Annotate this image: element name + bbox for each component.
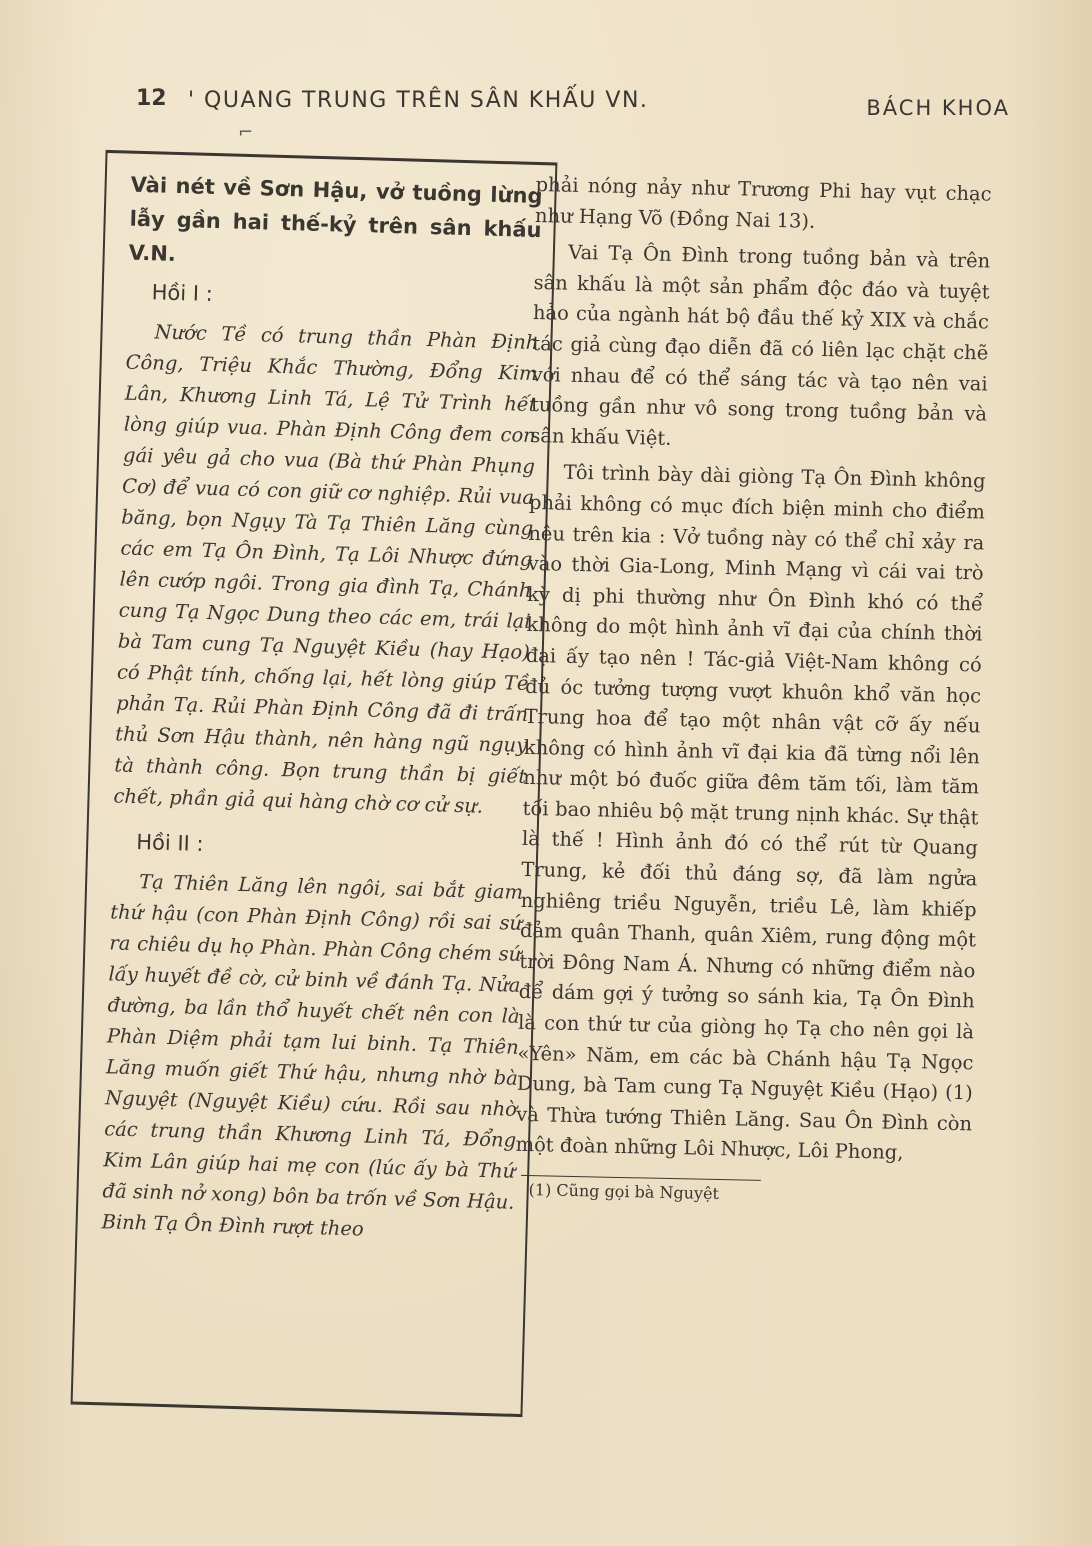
article-column	[514, 170, 991, 1208]
article-paragraph: Vai Tạ Ôn Đình trong tuồng bản và trên sân khấu là một sản phẩm độc đáo và tuyệt hảo của ngành hát bộ đầu thế kỷ XIX và chắc tác giả cùng đạo diễn đã có liên lạc chặt chẽ với nhau để có thể sáng tác và tạo nên vai tuồng gần như vô song trong tuồng bản và sân khấu Việt.	[530, 240, 991, 450]
act-1-text: Nước Tề có trung thần Phàn Định Công, Triệu Khắc Thường, Đổng Kim Lân, Khương Linh Tá, Lệ Tử Trình hết lòng giúp vua. Phàn Định Công đem con gái yêu gả cho vua (Bà thứ Phàn Phụng Cơ) để vua có con giữ cơ nghiệp. Rủi vua băng, bọn Ngụy Tà Tạ Thiên Lăng cùng các em Tạ Ôn Đình, Tạ Lôi Nhược đứng lên cướp ngôi. Trong gia đình Tạ, Chánh cung Tạ Ngọc Dung theo các em, trái lại bà Tam cung Tạ Nguyệt Kiều (hay Hạo) có Phật tính, chống lại, hết lòng giúp Tề phản Tạ. Rủi Phàn Định Công đã đi trấn thủ Sơn Hậu thành, nên hàng ngũ ngụy tà thành công. Bọn trung thần bị giết chết, phần giả qui hàng chờ cơ cử sự.	[113, 320, 539, 818]
article-paragraph: phải nóng nảy như Trương Phi hay vụt chạc như Hạng Võ (Đồng Nai 13).	[534, 172, 992, 233]
synopsis-title: Vài nét về Sơn Hậu, vở tuồng lừng lẫy gần hai thế-kỷ trên sân khấu V.N.	[128, 172, 543, 266]
act-1-heading: Hồi I :	[151, 280, 214, 306]
running-title: ' QUANG TRUNG TRÊN SÂN KHẤU VN.	[188, 88, 649, 113]
page-number: 12	[136, 86, 167, 111]
footnote: (1) Cũng gọi bà Nguyệt	[528, 1180, 720, 1204]
synopsis-box	[71, 150, 558, 1417]
page-header	[130, 82, 1010, 122]
act-2-heading: Hồi II :	[135, 830, 204, 856]
ink-mark: ⌐	[238, 122, 254, 143]
magazine-name: BÁCH KHOA	[866, 96, 1010, 120]
article-paragraph: Tôi trình bày dài giòng Tạ Ôn Đình không phải không có mục đích biện minh cho điểm nêu trên kia : Vở tuồng này có thể chỉ xảy ra vào thời Gia-Long, Minh Mạng vì cái vai trò kỳ dị phi thường như Ôn Đình khó có thể không do một hình ảnh vĩ đại của chính thời đại ấy tạo nên ! Tác-giả Việt-Nam không có đủ óc tưởng tượng vượt khuôn khổ văn học Trung hoa để tạo một nhân vật cỡ ấy nếu không có hình ảnh vĩ đại kia đã từng nổi lên như một bó đuốc giữa đêm tăm tối, làm tăm tối bao nhiêu bộ mặt trung nịnh khác. Sự thật là thế ! Hình ảnh đó có thể rút từ Quang Trung, kẻ đối thủ đáng sợ, đã làm ngửa nghiêng triều Nguyễn, triều Lê, làm khiếp đảm quân Thanh, quân Xiêm, rung động một trời Đông Nam Á. Nhưng có những điểm nào để dám gợi ý tưởng so sánh kia, Tạ Ôn Đình là con thứ tư của giòng họ Tạ cho nên gọi là «Yên» Năm, em các bà Chánh hậu Tạ Ngọc Dung, bà Tam cung Tạ Nguyệt Kiều (Hạo) (1) và Thừa tướng Thiên Lăng. Sau Ôn Đình còn một đoàn những Lôi Nhược, Lôi Phong,	[515, 460, 986, 1165]
act-2-text: Tạ Thiên Lăng lên ngôi, sai bắt giam thứ hậu (con Phàn Định Công) rồi sai sứ ra chiêu dụ họ Phàn. Phàn Công chém sứ lấy huyết đề cờ, cử binh về đánh Tạ. Nửa đường, ba lần thổ huyết chết nên con là Phàn Diệm phải tạm lui binh. Tạ Thiên Lăng muốn giết Thứ hậu, nhưng nhờ bà Nguyệt (Nguyệt Kiều) cứu. Rồi sau nhờ các trung thần Khương Linh Tá, Đổng Kim Lân giúp hai mẹ con (lúc ấy bà Thứ đã sinh nở xong) bôn ba trốn về Sơn Hậu. Binh Tạ Ôn Đình rượt theo	[101, 870, 524, 1241]
